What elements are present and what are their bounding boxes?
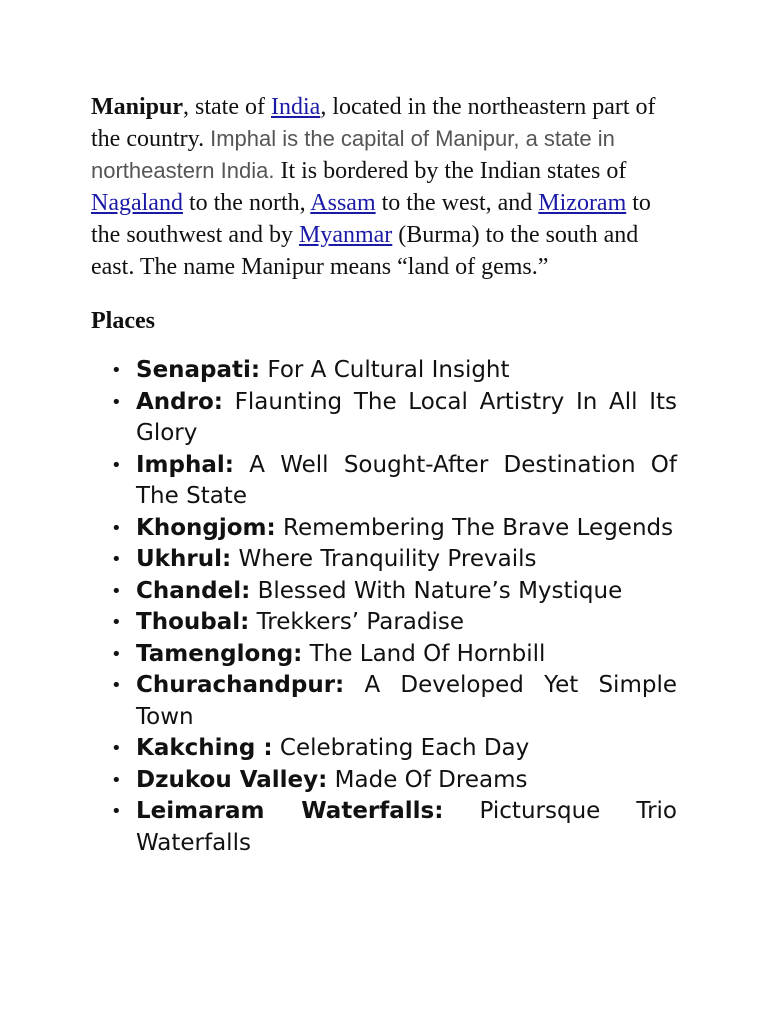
list-item <box>91 670 677 733</box>
place-description: Blessed With Nature’s Mystique <box>250 577 623 604</box>
place-name: Imphal: <box>136 451 234 478</box>
intro-paragraph <box>91 91 677 283</box>
list-item <box>91 607 677 639</box>
bullet-icon: • <box>111 454 122 476</box>
place-name: Ukhrul: <box>136 546 232 572</box>
link-assam[interactable]: Assam <box>310 190 376 216</box>
bullet-icon: • <box>111 612 122 633</box>
place-description: A Developed Yet Simple Town <box>136 672 677 730</box>
places-list <box>91 355 677 859</box>
list-item <box>91 733 677 765</box>
place-name: Kakching : <box>136 735 273 761</box>
place-description: Celebrating Each Day <box>272 735 530 761</box>
place-name: Andro: <box>136 388 223 415</box>
bullet-icon: • <box>111 738 122 759</box>
list-item <box>91 513 677 545</box>
place-name: Dzukou Valley: <box>136 766 328 793</box>
bullet-icon: • <box>111 643 122 665</box>
link-mizoram[interactable]: Mizoram <box>538 190 627 216</box>
intro-title: Manipur <box>91 94 184 120</box>
list-item <box>91 639 677 671</box>
place-name: Leimaram Waterfalls: <box>136 798 444 824</box>
intro-text-6: to the southwest and by <box>91 190 651 248</box>
bullet-icon: • <box>111 801 122 822</box>
bullet-icon: • <box>111 360 122 381</box>
place-name: Churachandpur: <box>136 672 345 698</box>
bullet-icon: • <box>111 580 122 602</box>
bullet-icon: • <box>111 769 122 791</box>
places-heading: Places <box>91 308 155 334</box>
place-name: Thoubal: <box>136 609 250 635</box>
document-page <box>91 91 677 859</box>
place-description: Made Of Dreams <box>327 766 528 793</box>
list-item <box>91 450 677 513</box>
capital-note: Imphal is the capital of Manipur, a state in northeastern India. <box>91 126 615 183</box>
place-description: For A Cultural Insight <box>260 357 510 383</box>
place-description: The Land Of Hornbill <box>302 640 546 667</box>
list-item <box>91 544 677 576</box>
link-nagaland[interactable]: Nagaland <box>91 190 183 216</box>
intro-text-1: , state of <box>183 94 271 120</box>
place-description: A Well Sought-After Destination Of The State <box>136 451 677 509</box>
place-description: Pictursque Trio Waterfalls <box>136 798 677 856</box>
intro-text-2: , located in the northeastern part of the country. <box>91 94 656 152</box>
intro-text-4: to the north, <box>182 190 311 216</box>
place-name: Chandel: <box>136 577 251 604</box>
intro-text-3: It is bordered by the Indian states of <box>274 158 627 184</box>
place-name: Tamenglong: <box>136 640 303 667</box>
place-name: Senapati: <box>136 357 261 383</box>
link-myanmar[interactable]: Myanmar <box>298 222 393 248</box>
place-description: Remembering The Brave Legends <box>275 514 674 541</box>
place-description: Where Tranquility Prevails <box>231 546 537 572</box>
intro-text-7: (Burma) to the south and east. The name Manipur means “land of gems.” <box>91 222 639 280</box>
list-item <box>91 576 677 608</box>
intro-text-5: to the west, and <box>375 190 539 216</box>
list-item <box>91 765 677 797</box>
list-item <box>91 796 677 859</box>
list-item <box>91 355 677 387</box>
bullet-icon: • <box>111 549 122 570</box>
bullet-icon: • <box>111 675 122 696</box>
link-india[interactable]: India <box>271 94 321 120</box>
place-description: Flaunting The Local Artistry In All Its Glory <box>136 388 677 446</box>
place-description: Trekkers’ Paradise <box>249 609 465 635</box>
bullet-icon: • <box>111 391 122 413</box>
list-item <box>91 387 677 450</box>
place-name: Khongjom: <box>136 514 276 541</box>
bullet-icon: • <box>111 517 122 539</box>
